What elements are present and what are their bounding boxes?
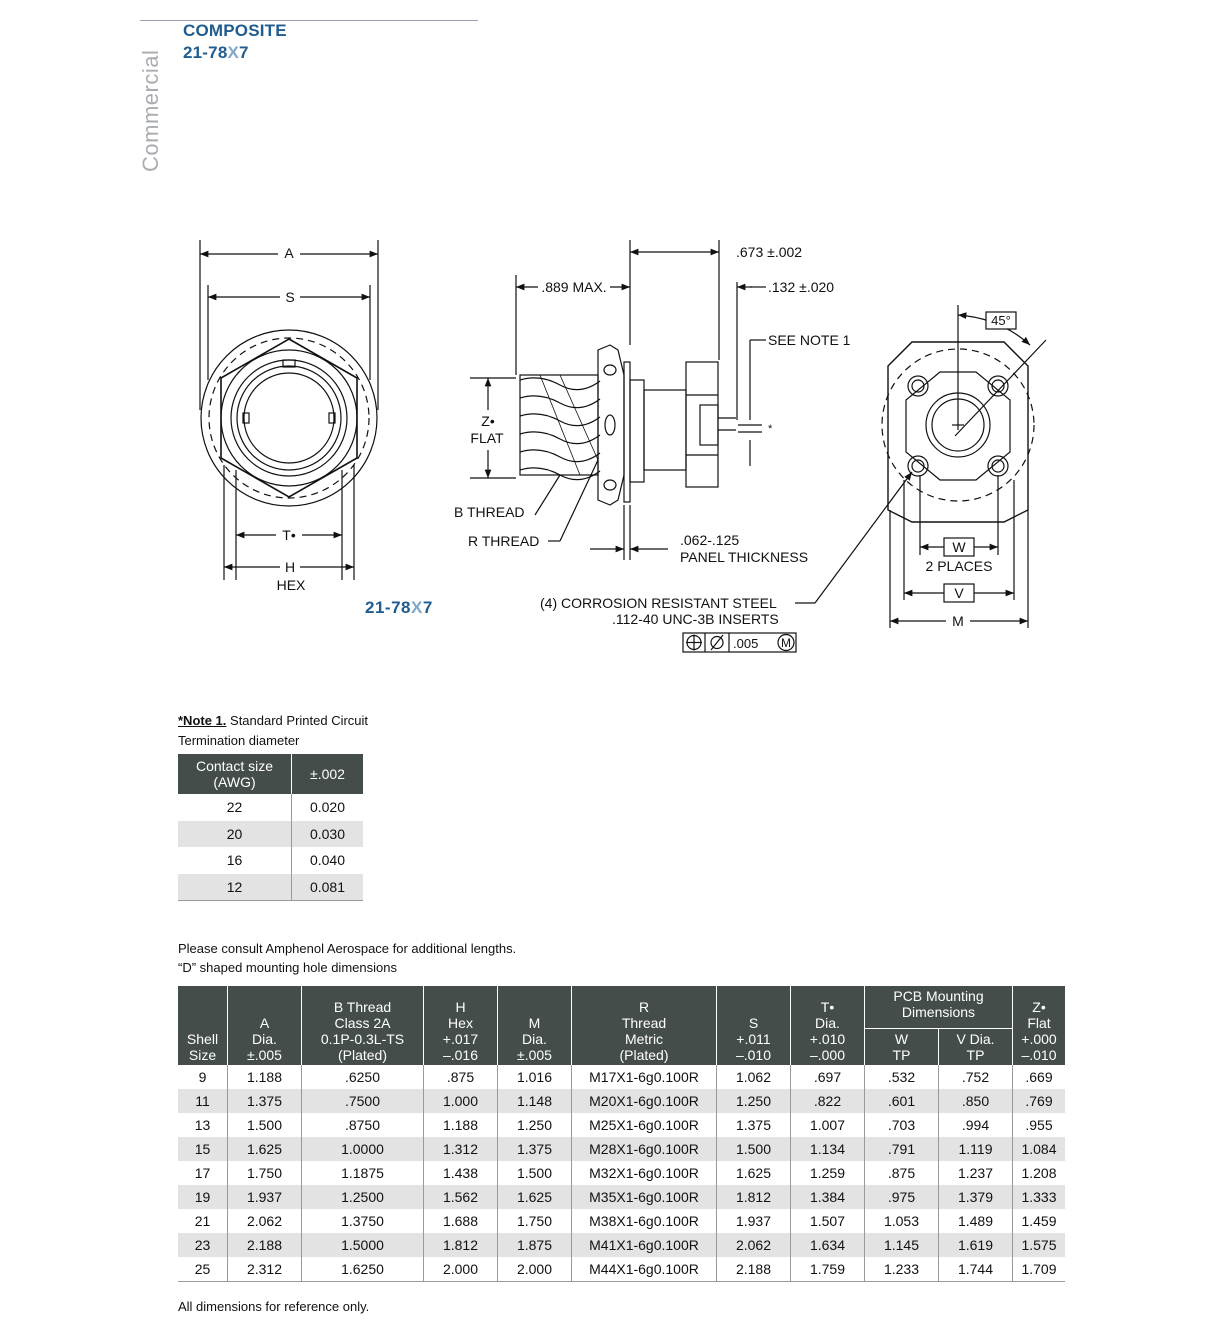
- table-cell: 11: [178, 1089, 228, 1113]
- table-cell: 1.459: [1021, 1213, 1057, 1229]
- table-cell: 2.188: [228, 1233, 302, 1257]
- hdr-line: –.016: [442, 1047, 479, 1063]
- table-row: [178, 874, 363, 901]
- two-places-label: 2 PLACES: [925, 558, 993, 574]
- table-cell: M35X1-6g0.100R: [572, 1185, 717, 1209]
- table-row: [178, 1209, 1065, 1233]
- table-cell: 1.250: [717, 1089, 791, 1113]
- table-cell: 1.812: [424, 1233, 498, 1257]
- w-label: W: [952, 539, 966, 555]
- b-thread-label: B THREAD: [454, 504, 525, 520]
- awg-header-tol: ±.002: [292, 754, 364, 794]
- table-cell: 1.333: [1013, 1185, 1066, 1209]
- table-cell: M28X1-6g0.100R: [572, 1137, 717, 1161]
- table-cell: 23: [178, 1233, 228, 1257]
- table-cell: .975: [865, 1185, 939, 1209]
- table-cell: 15: [178, 1137, 228, 1161]
- table-cell: 1.188: [424, 1113, 498, 1137]
- table-cell: 2.062: [717, 1233, 791, 1257]
- awg-cell: 20: [178, 821, 292, 848]
- hdr-line: R: [638, 999, 650, 1015]
- panel-dim: .062-.125: [680, 532, 740, 548]
- table-row: [178, 1257, 1065, 1282]
- hdr-line: TP: [892, 1047, 911, 1063]
- m-label: M: [952, 613, 964, 629]
- table-cell: 17: [178, 1161, 228, 1185]
- table-cell: 1.750: [498, 1209, 572, 1233]
- table-cell: 1.0000: [302, 1137, 424, 1161]
- model-x: X: [227, 43, 240, 62]
- table-row: [178, 1113, 1065, 1137]
- z-label: Z•: [481, 413, 495, 429]
- hdr-line: H: [455, 999, 466, 1015]
- table-cell: .601: [865, 1089, 939, 1113]
- col-t: [791, 986, 865, 1065]
- table-cell: 1.145: [865, 1233, 939, 1257]
- hdr-line: W: [894, 1031, 909, 1047]
- inserts-line-1: (4) CORROSION RESISTANT STEEL: [540, 595, 777, 611]
- table-cell: 2.000: [498, 1257, 572, 1282]
- table-cell: 1.208: [1021, 1165, 1057, 1181]
- table-cell: 1.619: [939, 1233, 1013, 1257]
- table-cell: 1.634: [791, 1233, 865, 1257]
- table-cell: .697: [791, 1065, 865, 1089]
- table-cell: .791: [865, 1137, 939, 1161]
- table-row: [178, 1185, 1065, 1209]
- table-cell: M25X1-6g0.100R: [572, 1113, 717, 1137]
- table-cell: .703: [865, 1113, 939, 1137]
- table-row: [178, 1065, 1065, 1089]
- col-v: [939, 1029, 1013, 1066]
- table-cell: 25: [178, 1257, 228, 1282]
- table-cell: 19: [178, 1185, 228, 1209]
- table-cell: .822: [791, 1089, 865, 1113]
- hdr-line: 0.1P-0.3L-TS: [320, 1031, 405, 1047]
- table-cell: M32X1-6g0.100R: [572, 1161, 717, 1185]
- hdr-line: Class 2A: [334, 1015, 391, 1031]
- awg-cell: 0.020: [309, 799, 346, 816]
- table-cell: 1.062: [717, 1065, 791, 1089]
- table-cell: 1.134: [791, 1137, 865, 1161]
- table-cell: 1.188: [228, 1065, 302, 1089]
- table-row: [178, 794, 363, 821]
- hdr-line: A: [259, 1015, 270, 1031]
- table-cell: .955: [1025, 1117, 1053, 1133]
- hdr-line: T•: [820, 999, 835, 1015]
- hdr-line: Shell: [186, 1031, 219, 1047]
- table-cell: .532: [865, 1065, 939, 1089]
- hdr-line: PCB Mounting: [893, 988, 984, 1004]
- flat-label: FLAT: [470, 430, 504, 446]
- table-cell: M17X1-6g0.100R: [572, 1065, 717, 1089]
- hdr-line: V Dia.: [956, 1031, 995, 1047]
- table-cell: M38X1-6g0.100R: [572, 1209, 717, 1233]
- model-suffix: 7: [239, 43, 249, 62]
- table-cell: 1.575: [1013, 1233, 1066, 1257]
- note-title: *Note 1.: [178, 713, 227, 728]
- hdr-line: +.010: [809, 1031, 846, 1047]
- table-cell: .994: [939, 1113, 1013, 1137]
- table-cell: .752: [939, 1065, 1013, 1089]
- table-cell: 1.379: [939, 1185, 1013, 1209]
- table-cell: 1.507: [791, 1209, 865, 1233]
- hdr-line: TP: [966, 1047, 985, 1063]
- table-cell: 1.084: [1013, 1137, 1066, 1161]
- footer-note: All dimensions for reference only.: [178, 1299, 370, 1314]
- dim-t-label: T•: [282, 527, 296, 543]
- table-cell: 1.744: [939, 1257, 1013, 1282]
- table-row: [178, 1233, 1065, 1257]
- col-z: [1013, 986, 1066, 1065]
- dimensions-table: [178, 986, 1065, 1282]
- see-note-label: SEE NOTE 1: [768, 332, 851, 348]
- consult-line-1: Please consult Amphenol Aerospace for additional lengths.: [178, 941, 517, 956]
- table-cell: 1.6250: [302, 1257, 424, 1282]
- table-cell: .850: [939, 1089, 1013, 1113]
- table-cell: .769: [1013, 1089, 1066, 1113]
- panel-label: PANEL THICKNESS: [680, 549, 809, 565]
- table-cell: 1.709: [1013, 1257, 1066, 1282]
- table-cell: .875: [865, 1161, 939, 1185]
- hdr-line: M: [528, 1015, 541, 1031]
- drawing-model-label: [365, 598, 433, 618]
- table-row: [178, 847, 363, 874]
- table-cell: .8750: [302, 1113, 424, 1137]
- drawing-model-prefix: 21-78: [365, 598, 411, 617]
- dim-a-label: A: [284, 245, 294, 261]
- consult-note: [178, 939, 516, 977]
- hex-label: HEX: [276, 577, 306, 593]
- table-cell: 1.1875: [302, 1161, 424, 1185]
- col-s: [717, 986, 791, 1065]
- awg-table: [178, 754, 363, 901]
- drawing-model-suffix: 7: [422, 598, 433, 617]
- awg-cell: 22: [178, 794, 292, 821]
- drawing-model-x: X: [410, 598, 423, 617]
- table-cell: M41X1-6g0.100R: [572, 1233, 717, 1257]
- table-cell: 1.5000: [302, 1233, 424, 1257]
- table-cell: 1.375: [498, 1137, 572, 1161]
- table-cell: M20X1-6g0.100R: [572, 1089, 717, 1113]
- table-cell: .669: [1025, 1069, 1053, 1085]
- hdr-line: ±.005: [247, 1047, 282, 1063]
- hdr-line: Thread: [621, 1015, 667, 1031]
- table-cell: 1.384: [791, 1185, 865, 1209]
- col-shell: [178, 986, 228, 1065]
- table-cell: 2.188: [717, 1257, 791, 1282]
- table-cell: 1.489: [939, 1209, 1013, 1233]
- col-b: [302, 986, 424, 1065]
- v-label: V: [954, 585, 964, 601]
- table-cell: 1.500: [498, 1161, 572, 1185]
- dim-132: .132 ±.020: [768, 279, 835, 295]
- table-cell: 1.007: [791, 1113, 865, 1137]
- angle-label: 45°: [991, 313, 1011, 328]
- note-text-2: Termination diameter: [178, 733, 300, 748]
- table-cell: 1.312: [424, 1137, 498, 1161]
- hdr-line: +.017: [442, 1031, 479, 1047]
- hdr-line: –.010: [1021, 1047, 1057, 1063]
- consult-line-2: “D” shaped mounting hole dimensions: [178, 960, 397, 975]
- col-w: [865, 1029, 939, 1066]
- table-row: [178, 1089, 1065, 1113]
- col-m: [498, 986, 572, 1065]
- table-cell: 9: [178, 1065, 228, 1089]
- dim-673: .673 ±.002: [736, 244, 803, 260]
- table-cell: 1.625: [228, 1137, 302, 1161]
- table-cell: 1.2500: [302, 1185, 424, 1209]
- table-cell: 1.375: [717, 1113, 791, 1137]
- table-cell: 2.000: [424, 1257, 498, 1282]
- table-cell: .7500: [302, 1089, 424, 1113]
- table-cell: 13: [178, 1113, 228, 1137]
- hdr-line: Dia.: [815, 1015, 840, 1031]
- table-cell: 1.119: [939, 1137, 1013, 1161]
- col-pcb: [865, 986, 1013, 1029]
- category-title: COMPOSITE: [183, 21, 287, 40]
- hdr-line: Dia.: [252, 1031, 277, 1047]
- table-cell: 1.625: [498, 1185, 572, 1209]
- hdr-line: ±.005: [517, 1047, 552, 1063]
- inserts-line-2: .112-40 UNC-3B INSERTS: [612, 611, 779, 627]
- note-text-1: Standard Printed Circuit: [226, 713, 369, 728]
- dim-889: .889 MAX.: [541, 279, 607, 295]
- table-cell: 1.053: [865, 1209, 939, 1233]
- table-cell: 1.233: [865, 1257, 939, 1282]
- table-row: [178, 1137, 1065, 1161]
- table-cell: 1.688: [424, 1209, 498, 1233]
- tolerance-value: .005: [733, 636, 759, 651]
- awg-cell: 0.081: [292, 874, 364, 901]
- table-row: [178, 821, 363, 848]
- awg-cell: 0.040: [309, 852, 346, 869]
- awg-cell: 0.030: [292, 821, 364, 848]
- table-cell: M44X1-6g0.100R: [572, 1257, 717, 1282]
- awg-cell: 12: [178, 874, 292, 901]
- table-cell: 1.750: [228, 1161, 302, 1185]
- awg-cell: 16: [178, 847, 292, 874]
- awg-header-size: Contact size (AWG): [178, 754, 292, 794]
- table-cell: 1.000: [424, 1089, 498, 1113]
- table-row: [178, 1161, 1065, 1185]
- col-a: [228, 986, 302, 1065]
- table-cell: 1.562: [424, 1185, 498, 1209]
- table-cell: 1.250: [498, 1113, 572, 1137]
- hdr-line: +.000: [1021, 1031, 1057, 1047]
- col-r: [572, 986, 717, 1065]
- hdr-line: Z•: [1032, 999, 1046, 1015]
- table-cell: 1.812: [717, 1185, 791, 1209]
- table-cell: 1.148: [498, 1089, 572, 1113]
- hdr-line: B Thread: [333, 999, 392, 1015]
- table-cell: 1.016: [498, 1065, 572, 1089]
- table-cell: 1.500: [228, 1113, 302, 1137]
- model-prefix: 21-78: [183, 43, 228, 62]
- table-cell: .6250: [302, 1065, 424, 1089]
- hdr-line: Size: [188, 1047, 217, 1063]
- table-cell: 1.759: [791, 1257, 865, 1282]
- table-cell: 1.3750: [302, 1209, 424, 1233]
- hdr-line: Dimensions: [901, 1004, 976, 1020]
- table-cell: 1.237: [939, 1161, 1013, 1185]
- sidebar-label-text: Commercial: [138, 49, 163, 172]
- table-cell: 1.937: [228, 1185, 302, 1209]
- table-cell: 1.438: [424, 1161, 498, 1185]
- hdr-line: (Plated): [619, 1047, 669, 1063]
- table-cell: 2.312: [228, 1257, 302, 1282]
- hdr-line: (Plated): [337, 1047, 388, 1063]
- note-1: [178, 711, 368, 751]
- dim-h-label: H: [284, 559, 296, 575]
- hdr-line: Metric: [624, 1031, 664, 1047]
- r-thread-label: R THREAD: [468, 533, 540, 549]
- table-cell: 21: [178, 1209, 228, 1233]
- table-cell: 1.500: [717, 1137, 791, 1161]
- dim-s-label: S: [285, 289, 295, 305]
- hdr-line: Dia.: [522, 1031, 547, 1047]
- table-cell: 2.062: [228, 1209, 302, 1233]
- hdr-line: –.000: [809, 1047, 846, 1063]
- table-cell: 1.259: [791, 1161, 865, 1185]
- table-cell: 1.937: [717, 1209, 791, 1233]
- hdr-line: +.011: [736, 1031, 771, 1047]
- tolerance-m: M: [781, 636, 791, 650]
- table-cell: 1.875: [498, 1233, 572, 1257]
- col-h: [424, 986, 498, 1065]
- table-cell: 1.375: [228, 1089, 302, 1113]
- hdr-line: Flat: [1027, 1015, 1051, 1031]
- table-cell: 1.625: [717, 1161, 791, 1185]
- hdr-line: Hex: [448, 1015, 473, 1031]
- hdr-line: S: [748, 1015, 759, 1031]
- star-mark: *: [768, 423, 773, 435]
- table-cell: .875: [424, 1065, 498, 1089]
- hdr-line: –.010: [735, 1047, 772, 1063]
